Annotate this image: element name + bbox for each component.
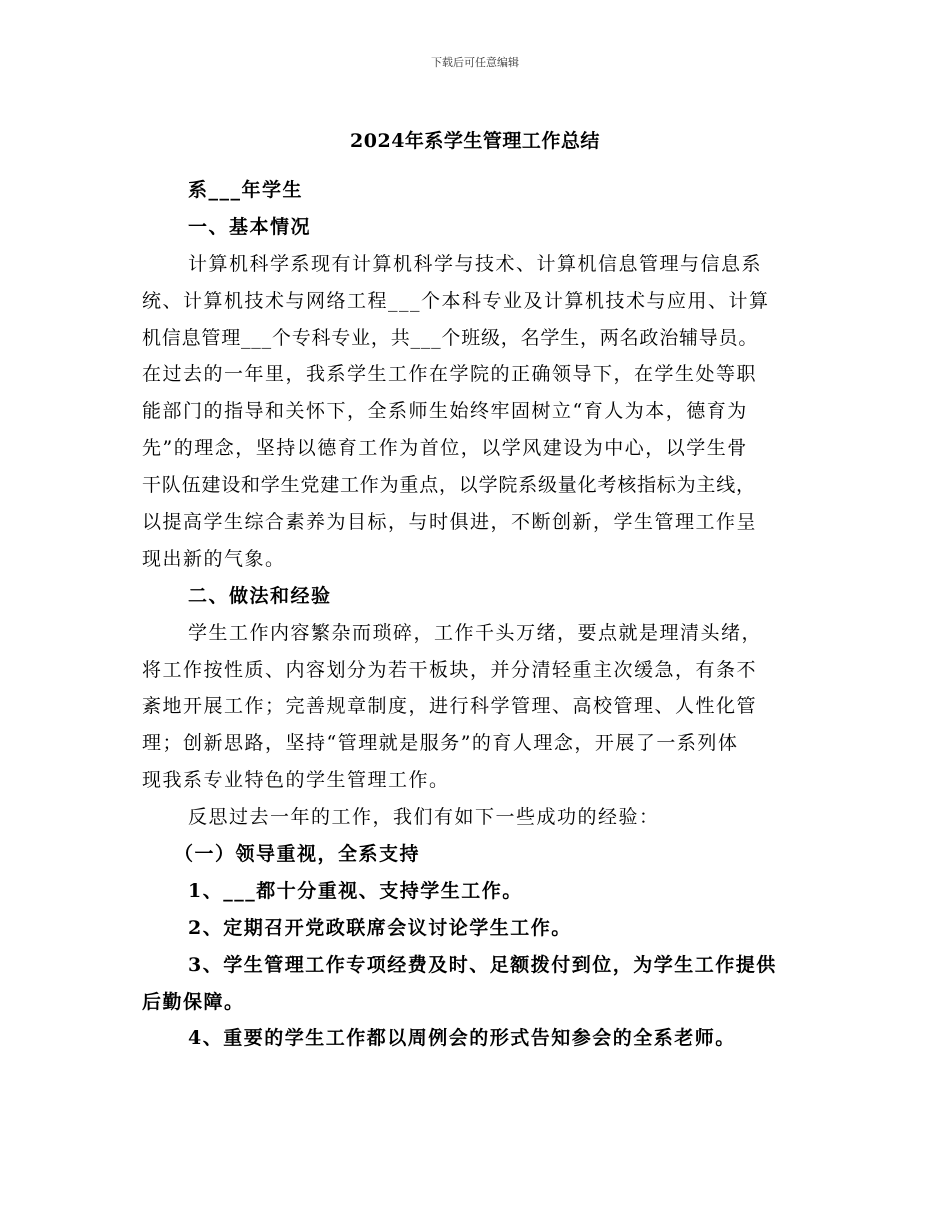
paragraph-line: 理；创新思路，坚持“管理就是服务”的育人理念，开展了一系列体 — [142, 732, 739, 755]
subsection-heading: （一）领导重视，全系支持 — [174, 843, 421, 866]
section-heading-methods: 二、做法和经验 — [188, 584, 332, 607]
list-item-continuation: 后勤保障。 — [142, 990, 245, 1013]
list-item: 3、学生管理工作专项经费及时、足额拨付到位，为学生工作提供 — [188, 953, 777, 976]
list-item: 2、定期召开党政联席会议讨论学生工作。 — [188, 916, 572, 939]
paragraph-line: 能部门的指导和关怀下，全系师生始终牢固树立“育人为本，德育为 — [142, 400, 748, 423]
list-item: 1、___都十分重视、支持学生工作。 — [188, 879, 523, 902]
paragraph-line: 学生工作内容繁杂而琐碎，工作千头万绪，要点就是理清头绪， — [188, 621, 763, 644]
paragraph-line: 将工作按性质、内容划分为若干板块，并分清轻重主次缓急，有条不 — [142, 658, 758, 681]
paragraph-line: 计算机科学系现有计算机科学与技术、计算机信息管理与信息系 — [188, 252, 763, 275]
section-heading-basic: 一、基本情况 — [188, 215, 312, 238]
paragraph-line: 紊地开展工作；完善规章制度，进行科学管理、高校管理、人性化管 — [142, 695, 758, 718]
document-body — [142, 172, 818, 1057]
paragraph-line: 现出新的气象。 — [142, 547, 286, 570]
paragraph-line: 反思过去一年的工作，我们有如下一些成功的经验： — [188, 806, 660, 829]
paragraph-line: 干队伍建设和学生党建工作为重点，以学院系级量化考核指标为主线， — [142, 474, 756, 497]
document-title: 2024年系学生管理工作总结 — [350, 130, 600, 152]
paragraph-line: 现我系专业特色的学生管理工作。 — [142, 769, 450, 792]
paragraph-line: 以提高学生综合素养为目标，与时俱进，不断创新，学生管理工作呈 — [142, 511, 758, 534]
paragraph-line: 先”的理念，坚持以德育工作为首位，以学风建设为中心，以学生骨 — [142, 437, 748, 460]
list-item: 4、重要的学生工作都以周例会的形式告知参会的全系老师。 — [188, 1027, 736, 1050]
paragraph-line: 机信息管理___个专科专业，共___个班级，名学生，两名政治辅导员。 — [142, 326, 759, 349]
dept-line: 系___年学生 — [188, 179, 304, 201]
header-note: 下载后可任意编辑 — [431, 56, 519, 69]
paragraph-line: 统、计算机技术与网络工程___个本科专业及计算机技术与应用、计算 — [142, 289, 770, 312]
paragraph-line: 在过去的一年里，我系学生工作在学院的正确领导下，在学生处等职 — [142, 363, 758, 386]
